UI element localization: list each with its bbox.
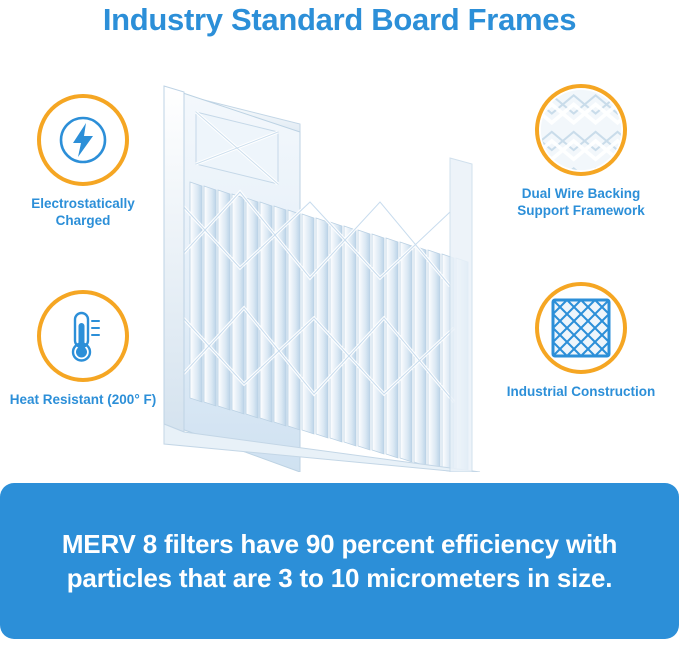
lightning-bolt-icon <box>41 98 125 182</box>
feature-industrial-construction <box>506 282 656 400</box>
feature-icon-circle <box>535 84 627 176</box>
banner-text: MERV 8 filters have 90 percent efficiency with particles that are 3 to 10 micrometers in size. <box>61 528 618 593</box>
pleated-air-filter-illustration <box>150 72 510 472</box>
feature-label: Dual Wire Backing Support Framework <box>517 186 645 219</box>
feature-heat-resistant <box>8 290 158 408</box>
page-title: Industry Standard Board Frames <box>102 2 577 37</box>
feature-icon-circle <box>37 94 129 186</box>
feature-electrostatically-charged <box>8 94 158 230</box>
feature-icon-circle <box>535 282 627 374</box>
feature-label: Electrostatically Charged <box>31 196 135 229</box>
frame-grid-icon <box>539 286 623 370</box>
feature-dual-wire-backing <box>506 84 656 220</box>
thermometer-icon <box>41 294 125 378</box>
wire-mesh-icon <box>539 88 623 172</box>
feature-label: Industrial Construction <box>506 384 656 399</box>
merv-callout-banner <box>0 483 679 639</box>
feature-label: Heat Resistant (200° F) <box>9 392 157 407</box>
feature-icon-circle <box>37 290 129 382</box>
